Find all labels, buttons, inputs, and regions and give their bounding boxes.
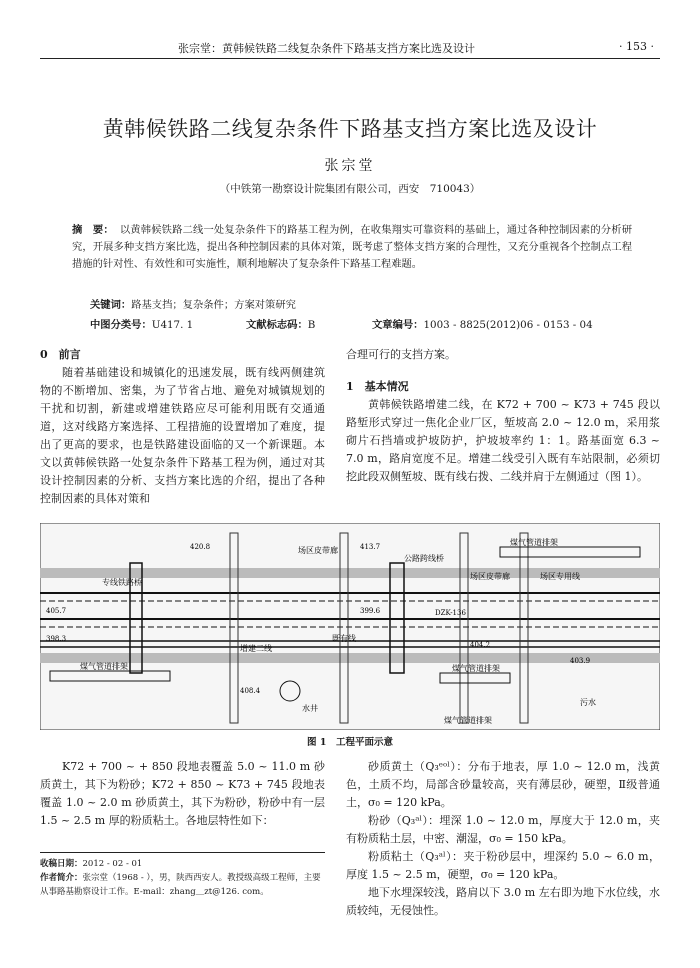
label-elev-7: 399.6 — [360, 607, 381, 615]
layer-sandy-loess: 砂质黄土（Q₃ᵉᵒˡ）：分布于地表，厚 1.0 ~ 12.0 m，浅黄色，土质不均，局部含砂量较高，夹有薄层砂，硬塑，Ⅱ级普通土，σ₀ = 120 kPa。 — [346, 760, 660, 809]
doc-label: 文献标志码： — [246, 319, 308, 331]
section-1-paragraph: 黄韩候铁路增建二线，在 K72 + 700 ~ K73 + 745 段以路堑形式穿过一焦化企业厂区，堑坡高 2.0 ~ 12.0 m，采用浆砌片石挡墙或护坡防护，护坡坡率约 1：1。路基面宽 6.3 ~ 7.0 m，路肩宽度不足。增建二线受引入既有车站限制，必须切挖此段双侧堑坡、既有线右拨、二线并肩于左侧通过（图 1）。 — [346, 398, 660, 483]
figure-1-plan — [40, 523, 660, 730]
label-elev-6: 413.7 — [360, 543, 381, 551]
section-0-heading: 0 前言 — [40, 348, 81, 361]
bio-label: 作者简介： — [40, 873, 83, 883]
label-road-bridge: 公路跨线桥 — [404, 554, 444, 563]
received-label: 收稿日期： — [40, 859, 83, 869]
figure-1-caption: 图 1 工程平面示意 — [307, 737, 393, 748]
label-plant-belt-2: 场区皮带廊 — [470, 572, 510, 581]
keywords-text: 路基支挡；复杂条件；方案对策研究 — [131, 299, 296, 311]
label-existing-line: 既有线 — [332, 634, 356, 643]
received-date — [40, 857, 325, 871]
label-special-bridge: 专线铁路桥 — [102, 578, 142, 587]
left-column-bottom — [40, 758, 325, 830]
paper-author: 张宗堂 — [324, 158, 376, 174]
class-value: U417. 1 — [151, 319, 194, 331]
abstract-label: 摘 要： — [72, 224, 114, 236]
label-elev-1: 420.8 — [190, 543, 211, 551]
left-column-top — [40, 346, 325, 508]
layer-groundwater: 地下水埋深较浅，路肩以下 3.0 m 左右即为地下水位线，水质较纯，无侵蚀性。 — [346, 886, 660, 917]
label-second-line: 增建二线 — [240, 644, 272, 653]
page-number: · 153 · — [619, 40, 654, 53]
label-elev-2: 405.7 — [46, 607, 67, 615]
footnote — [40, 852, 325, 899]
doc-value: B — [307, 319, 316, 331]
article-value: 1003 - 8825(2012)06 - 0153 - 04 — [423, 319, 593, 331]
label-coal-pipe-bottom: 煤气管道排架 — [444, 716, 492, 725]
layer-silty-clay: 粉质粘土（Q₃ᵃˡ）：夹于粉砂层中，埋深约 5.0 ~ 6.0 m，厚度 1.5 ~ 2.5 m，硬塑，σ₀ = 120 kPa。 — [346, 850, 660, 881]
abstract-text: 以黄韩候铁路二线一处复杂条件下的路基工程为例，在收集翔实可靠资料的基础上，通过各种控制因素的分析研究，开展多种支挡方案比选，提出各种控制因素的具体对策，既考虑了整体支挡方案的合理性，又充分重视各个控制点工程措施的针对性、有效性和可实施性，顺利地解决了复杂条件下路基工程难题。 — [72, 224, 633, 270]
classification-number — [90, 316, 193, 331]
label-coal-pipe-right: 煤气管道排架 — [452, 664, 500, 673]
right-column-top — [346, 346, 660, 486]
section-0-paragraph: 随着基础建设和城镇化的迅速发展，既有线两侧建筑物的不断增加、密集，为了节省占地、避免对城镇规划的干扰和切割，新建或增建铁路应尽可能利用既有交通通道，这对线路方案选择、工程措施的设置增加了难度，提出了更高的要求，也是铁路建设面临的又一个新课题。本文以黄韩候铁路一处复杂条件下路基工程为例，通过对其设计控制因素的分析、支挡方案比选的介绍，提出了各种控制因素的具体对策和 — [40, 366, 325, 505]
running-header — [40, 40, 660, 59]
label-plant-line: 场区专用线 — [540, 572, 580, 581]
article-number — [372, 316, 593, 331]
keywords — [90, 296, 296, 311]
section-1-heading: 1 基本情况 — [346, 380, 409, 393]
article-label: 文章编号： — [372, 319, 424, 331]
layer-silty-sand: 粉砂（Q₃ᵃˡ）：埋深 1.0 ~ 12.0 m，厚度大于 12.0 m，夹有粉质粘土层，中密、潮湿，σ₀ = 150 kPa。 — [346, 814, 660, 845]
keywords-label: 关键词： — [90, 299, 132, 311]
lower-bank-hatch — [40, 653, 660, 663]
label-elev-5: 403.9 — [570, 657, 591, 665]
label-well: 水井 — [302, 704, 318, 713]
strata-overview-paragraph: K72 + 700 ~ + 850 段地表覆盖 5.0 ~ 11.0 m 砂质黄土，其下为粉砂；K72 + 850 ~ K73 + 745 段地表覆盖 1.0 ~ 2.0 m 砂质黄土，其下为粉砂，粉砂中有一层 1.5 ~ 2.5 m 厚的粉质粘土。各地层特性如下： — [40, 760, 325, 827]
label-sewage: 污水 — [580, 698, 596, 707]
paper-affiliation: （中铁第一勘察设计院集团有限公司，西安 710043） — [219, 183, 481, 195]
received-value: 2012 - 02 - 01 — [82, 859, 143, 869]
label-elev-3: 398.3 — [46, 635, 67, 643]
section-0-paragraph-continued: 合理可行的支挡方案。 — [346, 348, 456, 361]
label-coal-pipe-left: 煤气管道排架 — [80, 662, 128, 671]
running-title: 张宗堂：黄韩候铁路二线复杂条件下路基支挡方案比选及设计 — [178, 42, 475, 55]
abstract — [72, 222, 632, 273]
label-elev-8: 408.4 — [240, 687, 261, 695]
right-column-bottom — [346, 758, 660, 920]
label-coal-pipe-top: 煤气管道排架 — [510, 538, 558, 547]
paper-title: 黄韩候铁路二线复杂条件下路基支挡方案比选及设计 — [102, 117, 598, 141]
label-elev-4: 404.2 — [470, 641, 491, 649]
bio-text: 张宗堂（1968 - ），男，陕西西安人。教授级高级工程师，主要从事路基勘察设计工作。E-mail：zhang＿zt@126. com。 — [40, 873, 321, 897]
label-dk: DZK-136 — [435, 609, 466, 617]
label-plant-belt: 场区皮带廊 — [298, 546, 338, 555]
class-label: 中图分类号： — [90, 319, 152, 331]
document-code — [246, 316, 315, 331]
author-bio — [40, 871, 325, 899]
